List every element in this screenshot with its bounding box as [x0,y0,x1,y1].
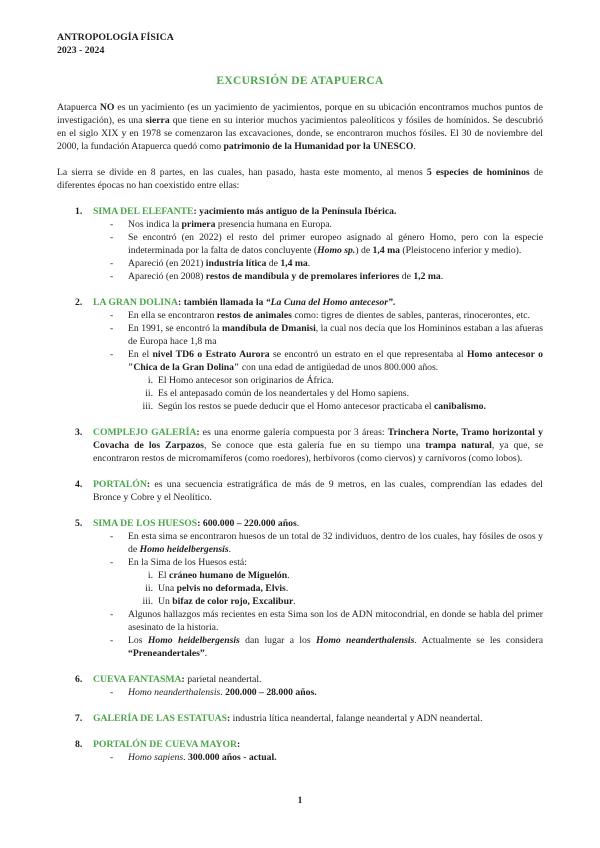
text-segment: Es el antepasado común de los neandertales y del Homo sapiens. [158,388,409,399]
bullet-item [57,634,543,660]
dash-bullet-marker: - [110,232,114,243]
text-segment: 1,4 ma [280,258,308,269]
bullet-item [57,348,543,374]
dash-bullet-marker: - [110,687,114,698]
text-segment: Homo heidelbergensis [147,635,240,646]
item-number: 6. [75,674,83,685]
dash-bullet-marker: - [110,310,114,321]
bullet-item [57,257,543,270]
text-segment: Homo neanderthalensis [128,687,221,698]
page-title: EXCURSIÓN DE ATAPUERCA [216,75,384,87]
text-segment: Nos indica la [128,219,182,230]
item-number: 1. [75,206,83,217]
text-segment: también llamada la [183,297,266,308]
bullet-item [57,686,543,699]
item-heading [57,478,543,504]
roman-sub-item-label: iii. [142,401,153,412]
text-segment: Se encontró (en 2022) el resto del primer europeo asignado al género Homo, pero con la especie indeterminada por la falta de datos concluyente ( [128,232,543,256]
text-segment: 5 especies de homininos [426,167,530,178]
item-number: 3. [75,427,83,438]
roman-sub-item-label: iii. [142,596,153,607]
item-heading-title: LA GRAN DOLINA [93,297,179,308]
text-segment: Homo heidelbergensis [139,544,229,555]
text-segment: 300.000 años - actual. [188,752,277,763]
text-segment: con una edad de antigüedad de unos 800.000 años. [239,362,439,373]
text-segment: Trinchera Norte, Tramo horizontal y Covacha de los Zarpazos [93,427,543,451]
roman-sub-item [57,569,543,582]
dash-bullet-marker: - [110,271,114,282]
text-segment: Algunos hallazgos más recientes en esta Sima son los de ADN mitocondrial, en donde se habla del primer asesinato de la historia. [128,609,543,633]
text-segment: industria lítica [205,258,267,269]
list-item [57,517,543,660]
course-header [0,0,600,57]
text-segment: (Pleistoceno inferior y medio). [400,245,522,256]
page-number: 1 [297,796,303,806]
text-segment: Un [158,596,173,607]
text-segment: . [413,141,416,152]
text-segment: 1,2 ma [413,271,441,282]
text-segment: Homo sp. [317,245,356,256]
text-segment: Apareció (en 2021) [128,258,206,269]
dash-bullet-marker: - [110,635,114,646]
course-name: ANTROPOLOGÍA FÍSICA [57,32,174,43]
list-item [57,673,543,699]
roman-sub-item [57,374,543,387]
roman-sub-item [57,400,543,413]
text-segment: “La Cuna del Homo antecesor” [265,297,393,308]
text-segment: La sierra se divide en 8 partes, en las cuales, han pasado, hasta este momento, al menos [57,167,427,178]
text-segment: es un yacimiento (es un yacimiento de yacimientos, porque en su ubicación encontramos muchos puntos de investigación), es una [57,102,543,126]
text-segment: de diferentes épocas no han coexistido entre ellas: [57,167,543,191]
text-segment: presencia humana en Europa. [215,219,332,230]
text-segment: Apareció (en 2008) [128,271,206,282]
text-segment: Homo antecesor o "Chica de la Gran Dolina" [128,349,544,373]
item-number: 7. [75,713,83,724]
text-segment: , la cual nos decía que los Homininos estaban a las afueras de Europa hace 1,8 ma [128,323,543,347]
text-segment: , Se conoce que esta galería fue en su tiempo una [203,440,426,451]
page-footer [0,795,600,808]
item-heading-title: COMPLEJO GALERÍA [93,427,197,438]
text-segment: : [197,518,203,529]
text-segment: cráneo humano de Miguelón [169,570,288,581]
text-segment: pelvis no deformada, Elvis [176,583,286,594]
bullet-item [57,309,543,322]
text-segment: mandíbula de Dmanisi [221,323,316,334]
item-number: 8. [75,739,83,750]
bullet-item [57,322,543,348]
text-segment: En el [128,349,153,360]
item-heading [57,517,543,530]
text-segment: . [392,297,396,308]
text-segment: . [287,570,290,581]
item-number: 4. [75,479,83,490]
text-segment: . [440,271,444,282]
dash-bullet-marker: - [110,557,114,568]
text-segment: . [228,544,232,555]
text-segment: : [237,739,241,750]
item-heading-title: PORTALÓN DE CUEVA MAYOR [93,739,237,750]
text-segment: Homo neanderthalensis [315,635,415,646]
list-item [57,478,543,504]
item-heading-title: CUEVA FANTASMA [93,674,182,685]
text-segment: de [399,271,414,282]
text-segment: ) de [355,245,373,256]
bullet-item [57,270,543,283]
text-segment: El [158,570,170,581]
bullet-item [57,608,543,634]
text-segment: : [193,206,200,217]
roman-sub-item [57,595,543,608]
dash-bullet-marker: - [110,323,114,334]
text-segment: de [266,258,281,269]
item-number: 5. [75,518,83,529]
bullet-item [57,218,543,231]
text-segment: . [204,648,208,659]
roman-sub-item [57,387,543,400]
text-segment: bifaz de color rojo, Excalibur [172,596,294,607]
text-segment: “Preneandertales” [128,648,205,659]
text-segment: : [146,479,155,490]
text-segment: trampa natural [425,440,492,451]
intro-paragraph [57,166,543,192]
text-segment: sierra [145,115,170,126]
text-segment: . [293,596,296,607]
list-item [57,426,543,465]
text-segment: : [178,297,184,308]
item-heading [57,712,543,725]
text-segment: restos de mandíbula y de premolares inferiores [205,271,400,282]
item-heading [57,426,543,465]
text-segment: es una enorme galería compuesta por 3 áreas: [202,427,388,438]
list-item [57,738,543,764]
item-heading [57,205,543,218]
text-segment: NO [99,102,115,113]
text-segment: primera [181,219,216,230]
text-segment: Una [158,583,177,594]
text-segment: Homo sapiens [128,752,184,763]
text-segment: industria lítica neandertal, falange neandertal y ADN neandertal. [232,713,483,724]
text-segment: . [307,258,311,269]
text-segment: : [181,674,188,685]
item-heading [57,296,543,309]
text-segment: . [285,583,289,594]
roman-sub-item-label: ii. [145,388,153,399]
text-segment: patrimonio de la Humanidad por la UNESCO [223,141,414,152]
roman-sub-item-label: ii. [145,583,153,594]
roman-sub-item [57,582,543,595]
roman-sub-item-label: i. [147,375,153,386]
text-segment: , ya que, se encontraron restos de micromamíferos (como roedores), herbívoros (como ciervos) y carnívoros (como lobos). [93,440,543,464]
list-item [57,296,543,413]
bullet-item [57,556,543,569]
list-item [57,205,543,283]
text-segment: Los [128,635,148,646]
bullet-item [57,530,543,556]
dash-bullet-marker: - [110,349,114,360]
roman-sub-item-label: i. [147,570,153,581]
text-segment: como: tigres de dientes de sables, panteras, rinocerontes, etc. [291,310,531,321]
text-segment: En ella se encontraron [128,310,217,321]
text-segment: . [183,752,189,763]
text-segment: se encontró un estrato en el que representaba al [269,349,467,360]
text-segment: nivel TD6 o Estrato Aurora [152,349,270,360]
text-segment: . [296,518,300,529]
text-segment: . Actualmente se les considera [414,635,544,646]
text-segment: El Homo antecesor son originarios de África. [158,375,334,386]
text-segment: yacimiento más antiguo de la Península Ibérica. [199,206,397,217]
bullet-item [57,231,543,257]
dash-bullet-marker: - [110,609,114,620]
text-segment: En 1991, se encontró la [128,323,222,334]
dash-bullet-marker: - [110,531,114,542]
text-segment: restos de animales [216,310,292,321]
dash-bullet-marker: - [110,219,114,230]
text-segment: Atapuerca [57,102,100,113]
text-segment: es una secuencia estratigráfica de más de 9 metros, en las cuales, comprendían las edades del Bronce y Cobre y el Neolítico. [93,479,543,503]
text-segment: Según los restos se puede deducir que el Homo antecesor practicaba el [158,401,434,412]
text-segment: . [220,687,226,698]
course-year: 2023 - 2024 [57,45,105,56]
text-segment: que tiene en su interior muchos yacimientos paleolíticos y fósiles de homínidos. Se descubrió en el siglo XIX y en 1978 se comenzaron las excavaciones, donde, se encontraron muchos fósiles. El 30 de noviembre del 2000, la fundación Atapuerca quedó como [57,115,543,152]
bullet-item [57,751,543,764]
text-segment: 1,4 ma [372,245,400,256]
item-number: 2. [75,297,83,308]
item-heading [57,673,543,686]
text-segment: En esta sima se encontraron huesos de un total de 32 individuos, dentro de los cuales, hay fósiles de osos y de [128,531,543,555]
dash-bullet-marker: - [110,752,114,763]
item-heading-title: SIMA DE LOS HUESOS [93,518,198,529]
text-segment: parietal neandertal. [187,674,262,685]
dash-bullet-marker: - [110,258,114,269]
item-heading [57,738,543,751]
text-segment: canibalismo. [434,401,486,412]
text-segment: 200.000 – 28.000 años. [225,687,317,698]
text-segment: : [196,427,203,438]
item-heading-title: PORTALÓN [93,479,147,490]
item-heading-title: SIMA DEL ELEFANTE [93,206,194,217]
document-body [57,101,543,764]
text-segment: : [226,713,233,724]
text-segment: 600.000 – 220.000 años [202,518,297,529]
text-segment: En la Sima de los Huesos está: [128,557,247,568]
text-segment: dan lugar a los [239,635,316,646]
item-heading-title: GALERÍA DE LAS ESTATUAS [93,713,227,724]
list-item [57,712,543,725]
intro-paragraph [57,101,543,153]
